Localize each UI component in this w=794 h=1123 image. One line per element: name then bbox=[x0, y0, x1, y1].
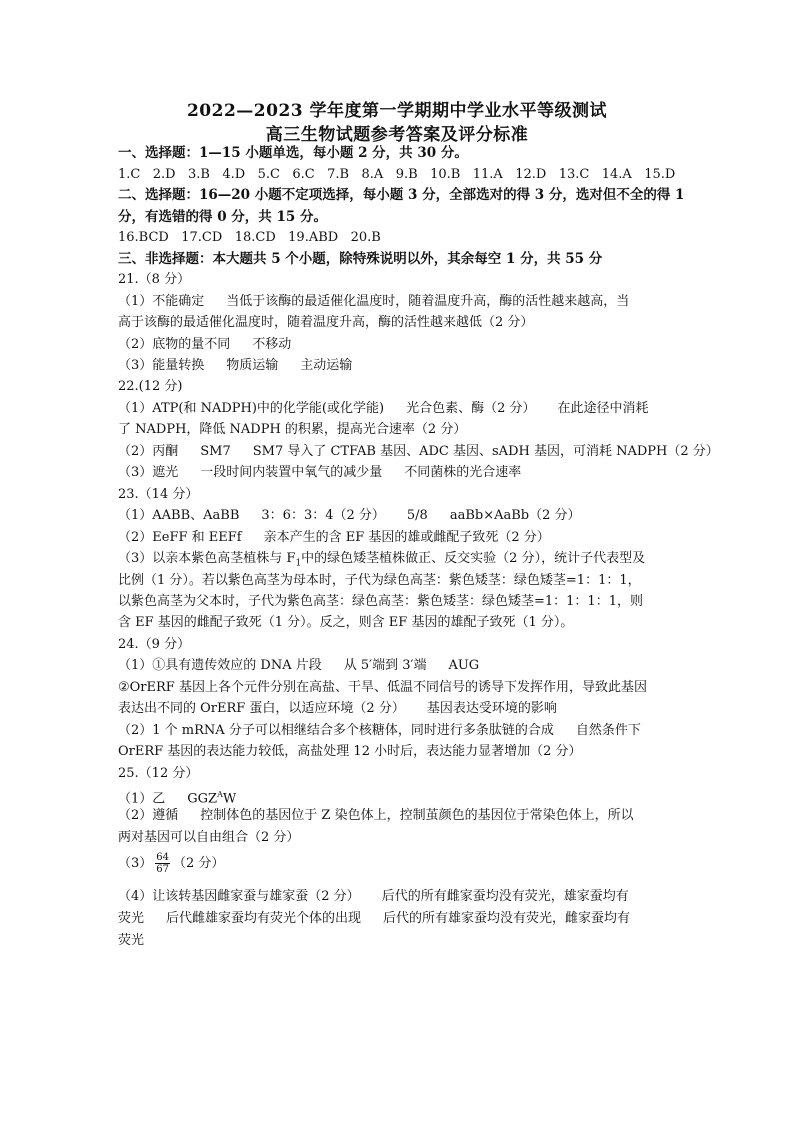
q25-line bbox=[118, 910, 630, 928]
mc-answer: 3.B bbox=[188, 167, 210, 182]
mc-answer: 8.A bbox=[361, 167, 384, 182]
answer-text: 5/8 bbox=[406, 508, 428, 523]
multi-answer-row bbox=[118, 229, 381, 247]
q21-line bbox=[118, 336, 291, 354]
answer-text: （3）以亲本紫色高茎植株与 F bbox=[118, 551, 296, 566]
q23-line: 以紫色高茎为父本时，子代为紫色高茎：绿色高茎：紫色矮茎：绿色矮茎=1：1：1：1，则 bbox=[118, 594, 643, 609]
answer-text: （4）让该转基因雌家蚕与雄家蚕（2 分） bbox=[118, 889, 360, 904]
answer-text: 光合色素、酶（2 分） bbox=[406, 401, 536, 416]
q24-line bbox=[118, 722, 641, 740]
q22-line: 了 NADPH，降低 NADPH 的积累，提高光合速率（2 分） bbox=[118, 422, 467, 437]
q23-line bbox=[118, 529, 550, 547]
mc-answer: 6.C bbox=[292, 167, 315, 182]
page-title: 2022—2023 学年度第一学期期中学业水平等级测试 bbox=[186, 101, 608, 121]
answer-text: （1）乙 bbox=[118, 791, 166, 807]
answer-text: W bbox=[222, 791, 237, 807]
q23-line bbox=[118, 507, 581, 525]
answer-text: 物质运输 bbox=[226, 358, 279, 373]
answer-text: 不移动 bbox=[252, 337, 292, 352]
q22-heading: 22.(12 分) bbox=[118, 379, 183, 394]
answer-text: aaBb×AaBb（2 分） bbox=[449, 508, 581, 523]
answer-text: 一段时间内装置中氧气的减少量 bbox=[200, 465, 383, 480]
mc-answer: 9.B bbox=[395, 167, 418, 182]
q21-line bbox=[118, 357, 352, 375]
q24-line: ②OrERF 基因上各个元件分别在高盐、干旱、低温不同信号的诱导下发挥作用，导致此基因 bbox=[118, 680, 647, 695]
section-1-heading: 一、选择题：1—15 小题单选，每小题 2 分，共 30 分。 bbox=[118, 145, 468, 161]
answer-text: （2）底物的量不同 bbox=[118, 337, 231, 352]
q23-line: 含 EF 基因的雌配子致死（1 分）。反之，则含 EF 基因的雄配子致死（1 分）。 bbox=[118, 615, 574, 630]
q25-line: 两对基因可以自由组合（2 分） bbox=[118, 830, 300, 845]
answer-text: 表达出不同的 OrERF 蛋白，以适应环境（2 分） bbox=[118, 701, 405, 716]
answer-text: （2）1 个 mRNA 分子可以相继结合多个核糖体，同时进行多条肽链的合成 bbox=[118, 723, 554, 738]
answer-text: 在此途径中消耗 bbox=[557, 401, 649, 416]
answer-text: 荧光 bbox=[118, 911, 145, 926]
mc-answer-row bbox=[118, 166, 675, 184]
q24-heading: 24.（9 分） bbox=[118, 637, 191, 652]
mc-answer: 15.D bbox=[644, 167, 676, 182]
q25-line: 荧光 bbox=[118, 933, 145, 948]
answer-text: AUG bbox=[448, 658, 480, 673]
answer-text: 中的绿色矮茎植株做正、反交实验（2 分），统计子代表型及 bbox=[301, 551, 646, 566]
q22-line bbox=[118, 464, 521, 482]
answer-text: 后代的所有雌家蚕均没有荧光，雄家蚕均有 bbox=[381, 889, 629, 904]
answer-text: （1）ATP(和 NADPH)中的化学能(或化学能) bbox=[118, 401, 385, 416]
answer-text: 主动运输 bbox=[300, 358, 353, 373]
answer-text: （3）遮光 bbox=[118, 465, 179, 480]
mc-answer: 2.D bbox=[152, 167, 176, 182]
q23-line bbox=[118, 550, 645, 573]
section-2-heading-cont: 分，有选错的得 0 分，共 15 分。 bbox=[118, 209, 327, 225]
mc-answer: 14.A bbox=[601, 167, 632, 182]
mc-answer: 11.A bbox=[472, 167, 503, 182]
mc-answer: 7.B bbox=[327, 167, 350, 182]
multi-answer: 17.CD bbox=[181, 230, 223, 245]
answer-text: 不同菌株的光合速率 bbox=[404, 465, 522, 480]
answer-text: （2）丙酮 bbox=[118, 444, 179, 459]
q24-line bbox=[118, 657, 479, 675]
q25-line bbox=[118, 786, 236, 808]
answer-text: 亲本产生的含 EF 基因的雄或雌配子致死（2 分） bbox=[263, 530, 550, 545]
answer-text: （2 分） bbox=[173, 856, 225, 871]
page-subtitle: 高三生物试题参考答案及评分标准 bbox=[265, 125, 529, 145]
answer-text: 从 5′端到 3′端 bbox=[343, 658, 427, 673]
answer-text: 自然条件下 bbox=[575, 723, 641, 738]
superscript: A bbox=[217, 790, 223, 799]
q21-line: 高于该酶的最适催化温度时，随着温度升高，酶的活性越来越低（2 分） bbox=[118, 315, 534, 330]
multi-answer: 18.CD bbox=[234, 230, 276, 245]
q25-line bbox=[118, 852, 224, 875]
answer-text: 后代雌雄家蚕均有荧光个体的出现 bbox=[166, 911, 362, 926]
answer-text: （1）不能确定 bbox=[118, 294, 205, 309]
answer-text: （1）①具有遗传效应的 DNA 片段 bbox=[118, 658, 322, 673]
answer-text: SM7 导入了 CTFAB 基因、ADC 基因、sADH 基因，可消耗 NADPH（2 分） bbox=[252, 444, 719, 459]
answer-text: 当低于该酶的最适催化温度时，随着温度升高，酶的活性越来越高，当 bbox=[226, 294, 630, 309]
answer-text: 3：6：3：4（2 分） bbox=[261, 508, 385, 523]
multi-answer: 20.B bbox=[350, 230, 381, 245]
q25-line bbox=[118, 807, 634, 825]
answer-text: 控制体色的基因位于 Z 染色体上，控制茧颜色的基因位于常染色体上，所以 bbox=[200, 808, 634, 823]
answer-text: （2）EeFF 和 EEFf bbox=[118, 530, 242, 545]
answer-text: 后代的所有雄家蚕均没有荧光，雌家蚕均有 bbox=[383, 911, 631, 926]
multi-answer: 16.BCD bbox=[118, 230, 169, 245]
q25-heading: 25.（12 分） bbox=[118, 766, 199, 781]
multi-answer: 19.ABD bbox=[288, 230, 339, 245]
subscript: 1 bbox=[295, 558, 302, 569]
q22-line bbox=[118, 400, 648, 418]
mc-answer: 10.B bbox=[430, 167, 461, 182]
q25-line bbox=[118, 888, 629, 906]
answer-text: GGZ bbox=[187, 791, 218, 807]
answer-text: SM7 bbox=[200, 444, 231, 459]
fraction: $\frac{64}{67}$ bbox=[156, 852, 170, 875]
answer-text: （3）能量转换 bbox=[118, 358, 205, 373]
q22-line bbox=[118, 443, 719, 461]
q24-line: OrERF 基因的表达能力较低，高盐处理 12 小时后，表达能力显著增加（2 分） bbox=[118, 744, 582, 759]
answer-text: （3） bbox=[118, 856, 153, 871]
q21-line bbox=[118, 293, 629, 311]
section-2-heading: 二、选择题：16—20 小题不定项选择，每小题 3 分，全部选对的得 3 分，选对但不全的得 1 bbox=[118, 187, 685, 203]
mc-answer: 12.D bbox=[515, 167, 547, 182]
answer-text: （1）AABB、AaBB bbox=[118, 508, 240, 523]
answer-text: （2）遵循 bbox=[118, 808, 179, 823]
q23-line: 比例（1 分）。若以紫色高茎为母本时，子代为绿色高茎：紫色矮茎：绿色矮茎=1：1：1， bbox=[118, 573, 641, 588]
q23-heading: 23.（14 分） bbox=[118, 487, 199, 502]
q21-heading: 21.（8 分） bbox=[118, 272, 191, 287]
answer-text: 基因表达受环境的影响 bbox=[426, 701, 557, 716]
mc-answer: 13.C bbox=[558, 167, 590, 182]
section-3-heading: 三、非选择题：本大题共 5 个小题，除特殊说明以外，其余每空 1 分，共 55 分 bbox=[118, 251, 603, 267]
mc-answer: 4.D bbox=[222, 167, 246, 182]
mc-answer: 1.C bbox=[118, 167, 141, 182]
q24-line bbox=[118, 700, 557, 718]
mc-answer: 5.C bbox=[257, 167, 280, 182]
